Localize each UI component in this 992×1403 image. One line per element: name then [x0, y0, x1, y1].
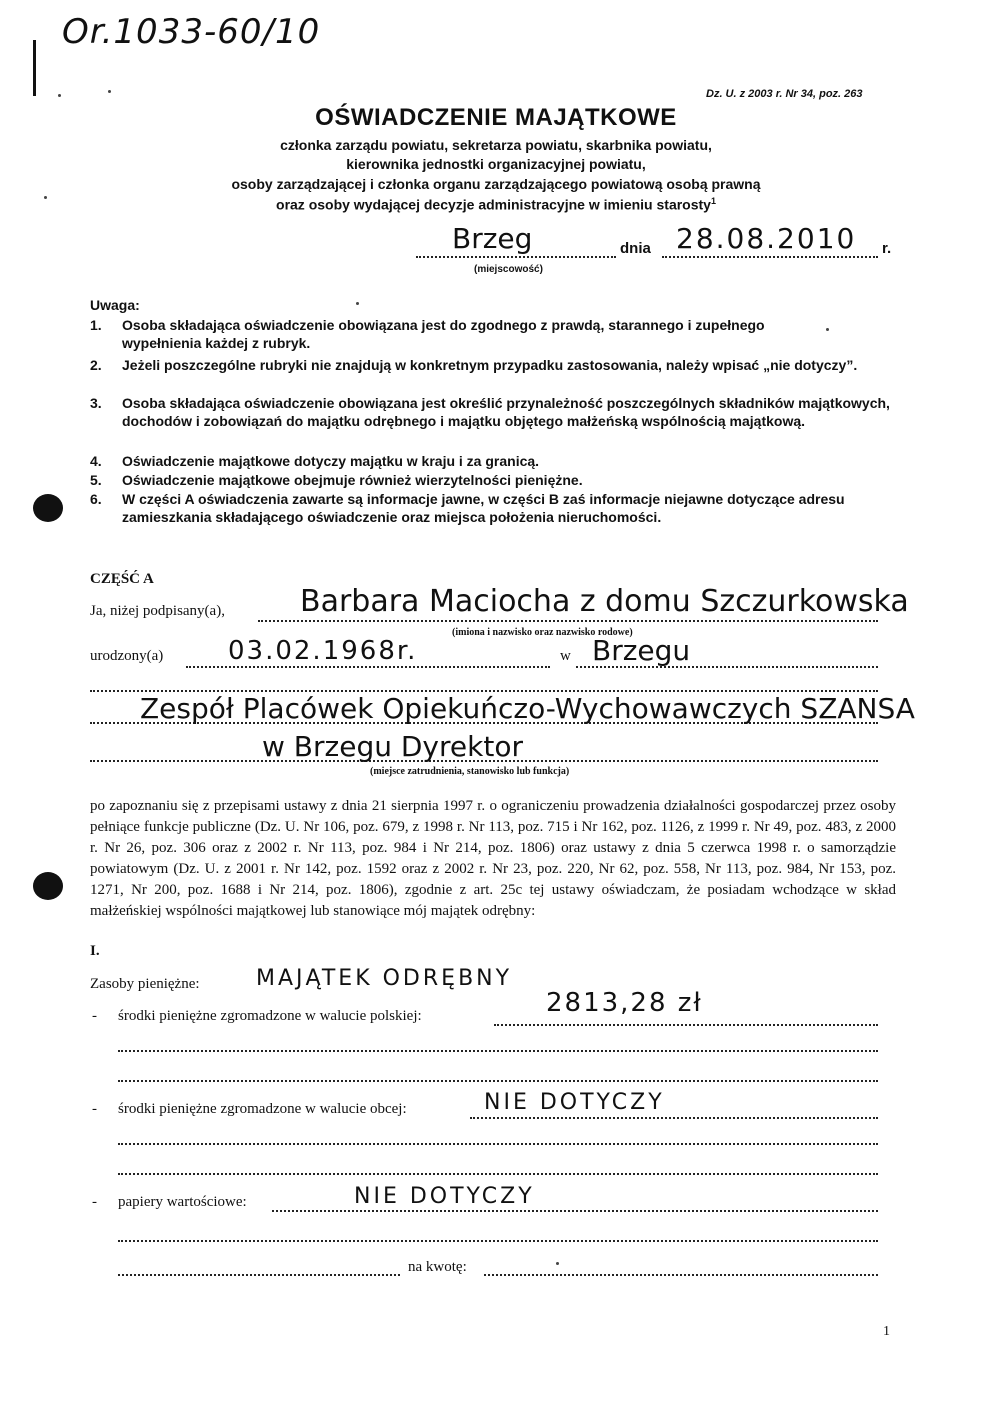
pln-label: środki pieniężne zgromadzone w walucie polskiej:	[118, 1008, 422, 1024]
statement-paragraph: po zapoznaniu się z przepisami ustawy z dnia 21 sierpnia 1997 r. o ograniczeniu prowadzenia działalności gospodarczej przez osoby pełniące funkcje publiczne (Dz. U. Nr 106, poz. 679, z 1998 r. Nr 113, poz. 715 i Nr 162, poz. 1126, z 1999 r. Nr 49, poz. 483, z 2000 r. Nr 26, poz. 306 oraz z 2002 r. Nr 113, poz. 984 i Nr 214, poz. 1806) oraz ustawy z dnia 5 czerwca 1998 r. o samorządzie powiatowym (Dz. U. z 2001 r. Nr 142, poz. 1592 oraz z 2002 r. Nr 23, poz. 220, Nr 62, poz. 558, Nr 113, poz. 984, Nr 153, poz. 1271, Nr 200, poz. 1688 i Nr 214, poz. 1806), zgodnie z art. 25c tej ustawy oświadczam, że posiadam wchodzące w skład małżeńskiej wspólności majątkowej lub stanowiące mój majątek odrębny:	[90, 798, 896, 919]
note-item-6	[90, 490, 910, 526]
pln-line	[494, 1024, 878, 1026]
legal-reference: Dz. U. z 2003 r. Nr 34, poz. 263	[706, 88, 863, 100]
note-number: 6.	[90, 491, 102, 507]
margin-stroke	[33, 40, 36, 96]
note-text: Jeżeli poszczególne rubryki nie znajdują w konkretnym przypadku zastosowania, należy wpisać „nie dotyczy”.	[122, 357, 858, 373]
note-text: W części A oświadczenia zawarte są informacje jawne, w części B zaś informacje niejawne dotyczące adresu zamieszkania składającego oświadczenie oraz miejsca położenia nieruchomości.	[122, 491, 845, 525]
part-a-heading: CZĘŚĆ A	[90, 571, 154, 587]
date-suffix: r.	[882, 240, 892, 257]
foreign-line	[470, 1117, 878, 1119]
subtitle-line-1: członka zarządu powiatu, sekretarza powiatu, skarbnika powiatu,	[280, 137, 712, 153]
note-item-2	[90, 356, 910, 374]
page-title: OŚWIADCZENIE MAJĄTKOWE	[315, 104, 677, 131]
born-date-value: 03.02.1968r.	[228, 636, 418, 666]
note-number: 2.	[90, 357, 102, 373]
scan-speck	[108, 90, 111, 93]
dash-marker: -	[92, 1194, 97, 1210]
subtitle-line-3: osoby zarządzającej i członka organu zarządzającego powiatową osobą prawną	[231, 176, 761, 192]
scan-speck	[356, 302, 359, 305]
employment-value-2: w Brzegu Dyrektor	[262, 730, 523, 763]
pln-value: 2813,28 zł	[546, 988, 703, 1018]
note-item-4	[90, 452, 910, 470]
resources-value: MAJĄTEK ODRĘBNY	[256, 966, 513, 991]
date-label: dnia	[620, 240, 651, 257]
resources-label: Zasoby pieniężne:	[90, 976, 200, 992]
signer-value: Barbara Maciocha z domu Szczurkowska	[300, 584, 909, 619]
scan-speck	[826, 328, 829, 331]
signer-label: Ja, niżej podpisany(a),	[90, 603, 225, 619]
pln-line-2	[118, 1050, 878, 1052]
born-date-line	[186, 666, 550, 668]
signer-line	[258, 620, 878, 622]
note-number: 1.	[90, 317, 102, 333]
securities-label: papiery wartościowe:	[118, 1194, 247, 1210]
note-item-5	[90, 471, 910, 489]
note-text: Oświadczenie majątkowe obejmuje również wierzytelności pieniężne.	[122, 472, 583, 488]
foreign-line-2	[118, 1143, 878, 1145]
note-number: 3.	[90, 395, 102, 411]
employment-value-1: Zespół Placówek Opiekuńczo-Wychowawczych SZANSA	[140, 692, 915, 725]
born-label: urodzony(a)	[90, 648, 164, 664]
scan-speck	[44, 196, 47, 199]
section-number: I.	[90, 943, 100, 959]
born-in-label: w	[560, 648, 571, 664]
page-number: 1	[883, 1324, 890, 1339]
born-place-value: Brzegu	[592, 634, 691, 667]
signer-caption: (imiona i nazwisko oraz nazwisko rodowe)	[452, 627, 633, 638]
handwritten-case-number: Or.1033-60/10	[62, 12, 321, 52]
punch-hole-bottom	[33, 872, 63, 900]
securities-line	[272, 1210, 878, 1212]
place-caption: (miejscowość)	[474, 264, 543, 275]
place-line	[416, 256, 616, 258]
note-item-1	[90, 316, 910, 352]
amount-line-pre	[118, 1274, 400, 1276]
securities-line-2	[118, 1240, 878, 1242]
scan-speck	[556, 1262, 559, 1265]
subtitle-line-4-text: oraz osoby wydającej decyzje administracyjne w imieniu starosty	[276, 196, 711, 213]
foreign-value: NIE DOTYCZY	[484, 1090, 665, 1115]
employment-caption: (miejsce zatrudnienia, stanowisko lub funkcja)	[370, 766, 570, 777]
footnote-marker: 1	[710, 196, 716, 206]
note-text: Osoba składająca oświadczenie obowiązana jest określić przynależność poszczególnych składników majątkowych, dochodów i zobowiązań do majątku odrębnego i majątku objętego małżeńską wspólnością majątkową.	[122, 395, 890, 429]
place-value: Brzeg	[452, 222, 533, 255]
amount-line	[484, 1274, 878, 1276]
securities-value: NIE DOTYCZY	[354, 1184, 535, 1209]
note-number: 5.	[90, 472, 102, 488]
scan-speck	[58, 94, 61, 97]
date-value: 28.08.2010	[676, 222, 857, 255]
foreign-label: środki pieniężne zgromadzone w walucie obcej:	[118, 1101, 407, 1117]
subtitle-line-4	[0, 196, 992, 213]
foreign-line-3	[118, 1173, 878, 1175]
note-text: Osoba składająca oświadczenie obowiązana jest do zgodnego z prawdą, starannego i zupełnego wypełnienia każdej z rubryk.	[122, 317, 765, 351]
note-item-3	[90, 394, 910, 430]
date-line	[662, 256, 878, 258]
note-number: 4.	[90, 453, 102, 469]
note-text: Oświadczenie majątkowe dotyczy majątku w kraju i za granicą.	[122, 453, 540, 469]
notes-heading: Uwaga:	[90, 297, 140, 313]
dash-marker: -	[92, 1101, 97, 1117]
subtitle-line-2: kierownika jednostki organizacyjnej powiatu,	[346, 156, 646, 172]
punch-hole-top	[33, 494, 63, 522]
dash-marker: -	[92, 1008, 97, 1024]
amount-label: na kwotę:	[408, 1259, 467, 1275]
pln-line-3	[118, 1080, 878, 1082]
